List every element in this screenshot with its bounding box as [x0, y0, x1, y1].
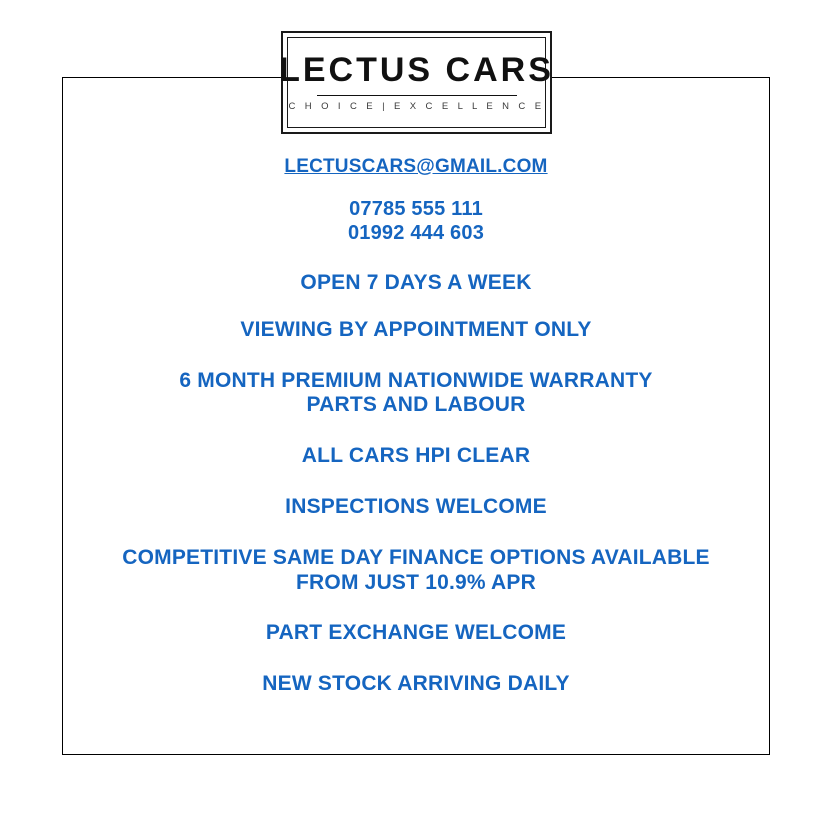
phone-numbers — [63, 198, 769, 245]
warranty-info — [63, 369, 769, 419]
warranty-line-2: PARTS AND LABOUR — [306, 393, 526, 417]
logo-inner-border — [279, 37, 554, 128]
inspections-welcome: INSPECTIONS WELCOME — [285, 495, 547, 519]
logo-tagline: C H O I C E | E X C E L L E N C E — [288, 101, 545, 112]
company-logo — [281, 31, 552, 134]
logo-divider — [317, 95, 517, 96]
warranty-line-1: 6 MONTH PREMIUM NATIONWIDE WARRANTY — [179, 368, 653, 392]
finance-options — [63, 546, 769, 596]
email-link[interactable]: LECTUSCARS@GMAIL.COM — [284, 156, 548, 177]
finance-line-2: FROM JUST 10.9% APR — [296, 570, 536, 594]
advert-content — [63, 140, 769, 697]
opening-hours: OPEN 7 DAYS A WEEK — [300, 271, 532, 295]
finance-line-1: COMPETITIVE SAME DAY FINANCE OPTIONS AVAILABLE — [122, 545, 710, 569]
hpi-clear: ALL CARS HPI CLEAR — [301, 444, 531, 468]
phone-mobile[interactable]: 07785 555 111 — [349, 198, 483, 220]
phone-landline[interactable]: 01992 444 603 — [347, 221, 485, 244]
part-exchange: PART EXCHANGE WELCOME — [265, 621, 567, 645]
new-stock: NEW STOCK ARRIVING DAILY — [262, 672, 570, 696]
logo-company-name: LECTUS CARS — [279, 51, 554, 89]
viewing-policy: VIEWING BY APPOINTMENT ONLY — [240, 317, 592, 341]
